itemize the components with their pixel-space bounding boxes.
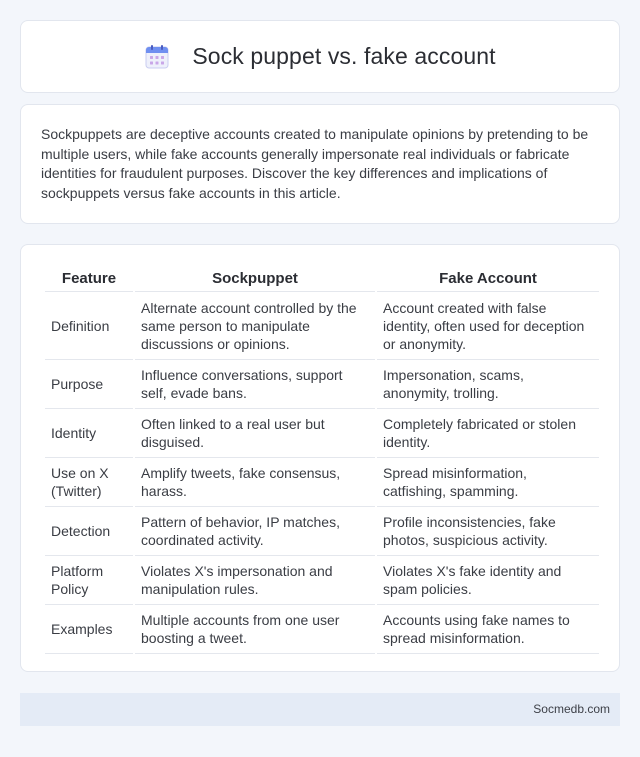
table-row (45, 409, 599, 458)
row-fake-account: Impersonation, scams, anonymity, trolling. (377, 360, 599, 409)
intro-card (20, 104, 620, 224)
table-row (45, 458, 599, 507)
page-title: Sock puppet vs. fake account (192, 43, 496, 69)
comparison-table (43, 263, 601, 654)
row-fake-account: Account created with false identity, often used for deception or anonymity. (377, 292, 599, 360)
row-fake-account: Spread misinformation, catfishing, spamming. (377, 458, 599, 507)
row-feature: Detection (45, 507, 133, 556)
row-feature: Identity (45, 409, 133, 458)
row-sockpuppet: Violates X's impersonation and manipulation rules. (135, 556, 375, 605)
row-sockpuppet: Alternate account controlled by the same person to manipulate discussions or opinions. (135, 292, 375, 360)
table-row (45, 292, 599, 360)
row-fake-account: Violates X's fake identity and spam policies. (377, 556, 599, 605)
footer-credit-link[interactable]: Socmedb.com (533, 702, 610, 716)
table-header-row (45, 263, 599, 292)
row-sockpuppet: Often linked to a real user but disguised. (135, 409, 375, 458)
row-feature: Use on X (Twitter) (45, 458, 133, 507)
footer (20, 693, 620, 726)
row-feature: Purpose (45, 360, 133, 409)
comparison-table-card (20, 244, 620, 672)
intro-text: Sockpuppets are deceptive accounts created to manipulate opinions by pretending to be multiple users, while fake accounts generally impersonate real individuals or fabricate identities for fraudulent purposes. Discover the key differences and implications of sockpuppets versus fake accounts in this article. (41, 126, 589, 201)
row-sockpuppet: Influence conversations, support self, evade bans. (135, 360, 375, 409)
header-feature: Feature (45, 263, 133, 292)
table-row (45, 605, 599, 654)
row-sockpuppet: Amplify tweets, fake consensus, harass. (135, 458, 375, 507)
table-row (45, 360, 599, 409)
row-feature: Definition (45, 292, 133, 360)
row-feature: Platform Policy (45, 556, 133, 605)
table-row (45, 556, 599, 605)
title-card (20, 20, 620, 93)
row-fake-account: Completely fabricated or stolen identity. (377, 409, 599, 458)
calendar-icon (144, 44, 170, 70)
row-fake-account: Accounts using fake names to spread misinformation. (377, 605, 599, 654)
header-sockpuppet: Sockpuppet (135, 263, 375, 292)
row-fake-account: Profile inconsistencies, fake photos, suspicious activity. (377, 507, 599, 556)
row-feature: Examples (45, 605, 133, 654)
header-fake-account: Fake Account (377, 263, 599, 292)
row-sockpuppet: Multiple accounts from one user boosting a tweet. (135, 605, 375, 654)
row-sockpuppet: Pattern of behavior, IP matches, coordinated activity. (135, 507, 375, 556)
table-row (45, 507, 599, 556)
